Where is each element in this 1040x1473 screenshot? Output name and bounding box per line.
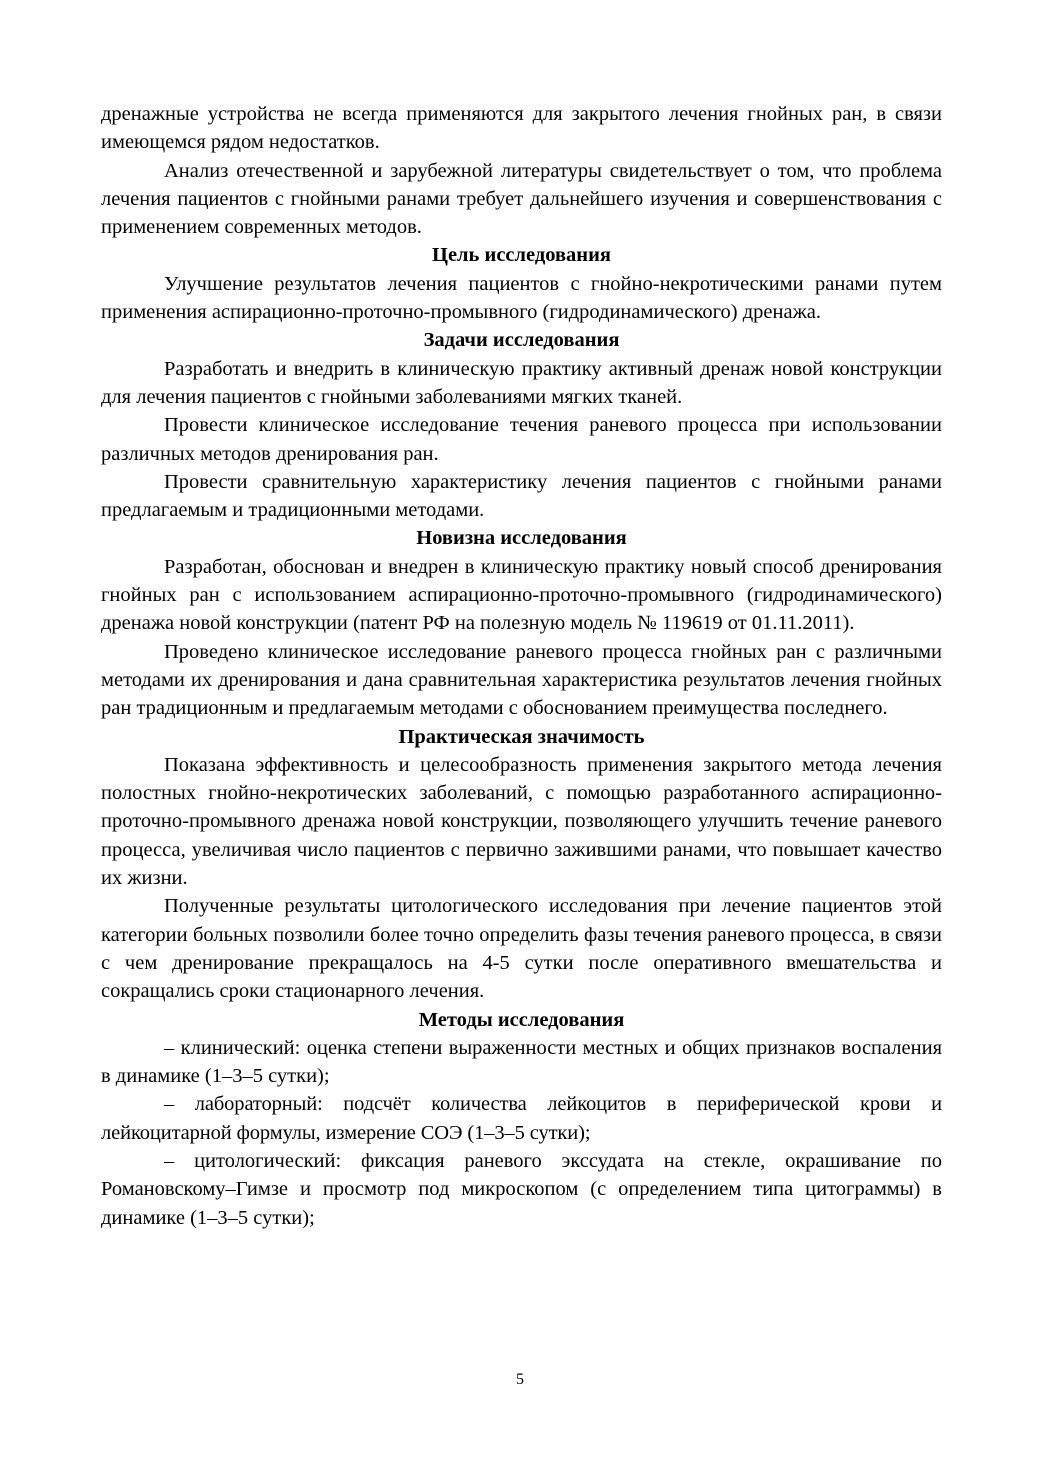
paragraph-intro-continuation: дренажные устройства не всегда применяются для закрытого лечения гнойных ран, в связи имеющемся рядом недостатков. bbox=[101, 103, 942, 154]
paragraph-practical: Полученные результаты цитологического исследования при лечение пациентов этой категории больных позволили более точно определить фазы течения раневого процесса, в связи с чем дренирование прекращалось на 4-5 сутки после оперативного вмешательства и сокращались сроки стационарного лечения. bbox=[101, 895, 942, 1003]
paragraph-novelty: Проведено клиническое исследование раневого процесса гнойных ран с различными методами их дренирования и дана сравнительная характеристика результатов лечения гнойных ран традиционным и предлагаемым методами с обоснованием преимущества последнего. bbox=[101, 640, 942, 720]
section-heading-goal: Цель исследования bbox=[432, 244, 611, 267]
list-item-method: – клинический: оценка степени выраженности местных и общих признаков воспаления в динамике (1–3–5 сутки); bbox=[101, 1036, 942, 1088]
section-heading-novelty: Новизна исследования bbox=[416, 527, 627, 550]
paragraph-practical: Показана эффективность и целесообразность применения закрытого метода лечения полостных гнойно-некротических заболеваний, с помощью разработанного аспирационно-проточно-промывного дренажа новой конструкции, позволяющего улучшить течение раневого процесса, увеличивая число пациентов с первично зажившими ранами, что повышает качество их жизни. bbox=[101, 753, 942, 890]
list-item-method: – лабораторный: подсчёт количества лейкоцитов в периферической крови и лейкоцитарной формулы, измерение СОЭ (1–3–5 сутки); bbox=[101, 1093, 942, 1144]
paragraph-task: Провести сравнительную характеристику лечения пациентов с гнойными ранами предлагаемым и традиционными методами. bbox=[101, 470, 942, 522]
section-heading-practical: Практическая значимость bbox=[398, 725, 645, 748]
paragraph-task: Разработать и внедрить в клиническую практику активный дренаж новой конструкции для лечения пациентов с гнойными заболеваниями мягких тканей. bbox=[101, 357, 942, 408]
paragraph-goal: Улучшение результатов лечения пациентов с гнойно-некротическими ранами путем применения аспирационно-проточно-промывного (гидродинамического) дренажа. bbox=[101, 272, 942, 324]
document-page bbox=[101, 100, 942, 1232]
page-number: 5 bbox=[516, 1371, 524, 1388]
paragraph-task: Провести клиническое исследование течения раневого процесса при использовании различных методов дренирования ран. bbox=[101, 414, 942, 465]
list-item-method: – цитологический: фиксация раневого экссудата на стекле, окрашивание по Романовскому–Гимзе и просмотр под микроскопом (с определением типа цитограммы) в динамике (1–3–5 сутки); bbox=[101, 1149, 942, 1229]
section-heading-methods: Методы исследования bbox=[418, 1008, 625, 1031]
paragraph-novelty: Разработан, обоснован и внедрен в клиническую практику новый способ дренирования гнойных ран с использованием аспирационно-проточно-промывного (гидродинамического) дренажа новой конструкции (патент РФ на полезную модель № 119619 от 01.11.2011). bbox=[101, 555, 942, 635]
section-heading-tasks: Задачи исследования bbox=[423, 329, 620, 352]
paragraph-literature-analysis: Анализ отечественной и зарубежной литературы свидетельствует о том, что проблема лечения пациентов с гнойными ранами требует дальнейшего изучения и совершенствования с применением современных методов. bbox=[101, 159, 942, 239]
